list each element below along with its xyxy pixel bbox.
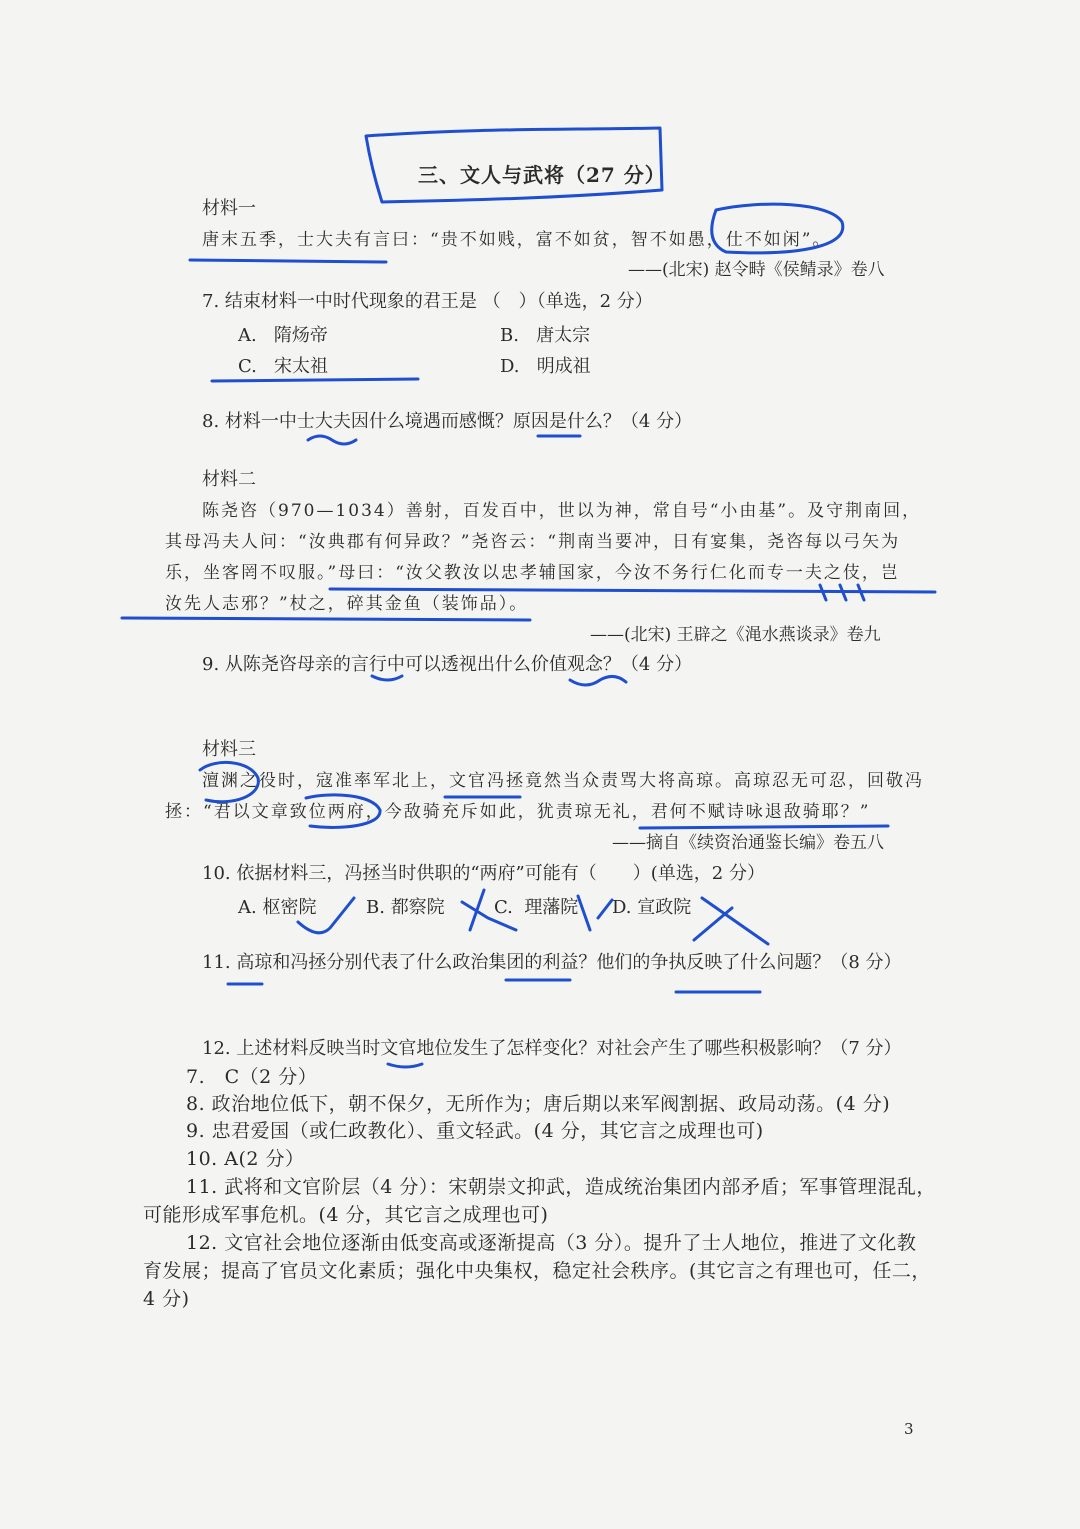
material3-label: 材料三 [202, 739, 256, 760]
q9-stem: 9. 从陈尧咨母亲的言行中可以透视出什么价值观念？（4 分） [202, 654, 693, 675]
q7-option-d: D. 明成祖 [500, 356, 591, 377]
answer-11-line-1: 11. 武将和文官阶层（4 分）：宋朝崇文抑武，造成统治集团内部矛盾；军事管理混乱， [186, 1176, 936, 1198]
q10-option-a: A. 枢密院 [238, 897, 317, 918]
answer-8: 8. 政治地位低下，朝不保夕，无所作为；唐后期以来军阀割据、政局动荡。(4 分) [186, 1093, 891, 1115]
ink-ticks-m2 [820, 585, 864, 600]
material1-text: 唐末五季，士大夫有言曰：“贵不如贱，富不如贫，智不如愚，仕不如闲”。 [202, 230, 832, 250]
q7-option-c: C. 宋太祖 [238, 356, 329, 377]
material2-line-4: 汝先人志邪？”杖之，碎其金鱼（装饰品）。 [165, 594, 529, 614]
answer-7: 7. C（2 分） [186, 1066, 318, 1088]
ink-wave-shidafu [308, 436, 356, 444]
ink-underline-q12 [388, 1064, 422, 1067]
material1-label: 材料一 [202, 198, 256, 219]
q10-option-c: C. 理藩院 [494, 897, 579, 918]
ink-wave-jiazhi [570, 676, 626, 685]
q11-stem: 11. 高琼和冯拯分别代表了什么政治集团的利益？他们的争执反映了什么问题？（8 分） [202, 952, 902, 973]
ink-underline-m3-b [640, 826, 888, 828]
q7-stem: 7. 结束材料一中时代现象的君王是 （ ）（单选，2 分） [202, 291, 653, 312]
material1-source: ——(北宋) 赵令畤《侯鲭录》卷八 [628, 260, 885, 280]
material3-source: ——摘自《续资治通鉴长编》卷五八 [612, 833, 884, 853]
answer-10: 10. A(2 分） [186, 1148, 305, 1170]
answer-12-line-1: 12. 文官社会地位逐渐由低变高或逐渐提高（3 分）。提升了士人地位，推进了文化教 [186, 1232, 917, 1254]
q8-stem: 8. 材料一中士大夫因什么境遇而感慨？原因是什么？（4 分） [202, 411, 693, 432]
ink-underline-m1 [190, 260, 386, 262]
q7-option-b: B. 唐太宗 [500, 325, 591, 346]
section-title: 三、文人与武将（27 分） [418, 163, 666, 187]
q10-stem: 10. 依据材料三，冯拯当时供职的“两府”可能有（ ）(单选，2 分） [202, 863, 765, 884]
material2-line-3: 乐，坐客罔不叹服。”母曰：“汝父教汝以忠孝辅国家，今汝不务行仁化而专一夫之伎，岂 [165, 563, 900, 583]
material3-line-1: 澶渊之役时，寇准率军北上，文官冯拯竟然当众责骂大将高琼。高琼忍无可忍，回敬冯 [202, 771, 924, 791]
ink-cross-c [578, 896, 612, 930]
q10-option-b: B. 都察院 [366, 897, 445, 918]
ink-underline-q7c [212, 379, 418, 381]
answer-9: 9. 忠君爱国（或仁政教化）、重文轻武。(4 分，其它言之成理也可) [186, 1120, 764, 1142]
answer-12-line-2: 育发展；提高了官员文化素质；强化中央集权，稳定社会秩序。(其它言之有理也可，任二， [143, 1260, 931, 1282]
answer-12-line-3: 4 分) [143, 1288, 190, 1310]
material2-source: ——(北宋) 王辟之《渑水燕谈录》卷九 [590, 625, 881, 645]
ink-cross-d [694, 898, 768, 944]
page-number: 3 [904, 1420, 914, 1438]
material3-line-2: 拯：“君以文章致位两府，今敌骑充斥如此，犹责琼无礼，君何不赋诗咏退敌骑耶？” [165, 802, 871, 822]
ink-underline-m2-b [122, 618, 530, 620]
answer-11-line-2: 可能形成军事危机。(4 分，其它言之成理也可) [143, 1204, 549, 1226]
q7-option-a: A. 隋炀帝 [238, 325, 328, 346]
q12-stem: 12. 上述材料反映当时文官地位发生了怎样变化？对社会产生了哪些积极影响？（7 分） [202, 1038, 902, 1059]
material2-line-1: 陈尧咨（970—1034）善射，百发百中，世以为神，常自号“小由基”。及守荆南回， [202, 501, 922, 521]
q10-option-d: D. 宣政院 [612, 897, 692, 918]
material2-label: 材料二 [202, 469, 256, 490]
material2-line-2: 其母冯夫人问：“汝典郡有何异政？”尧咨云：“荆南当要冲，日有宴集，尧咨每以弓矢为 [165, 532, 901, 552]
